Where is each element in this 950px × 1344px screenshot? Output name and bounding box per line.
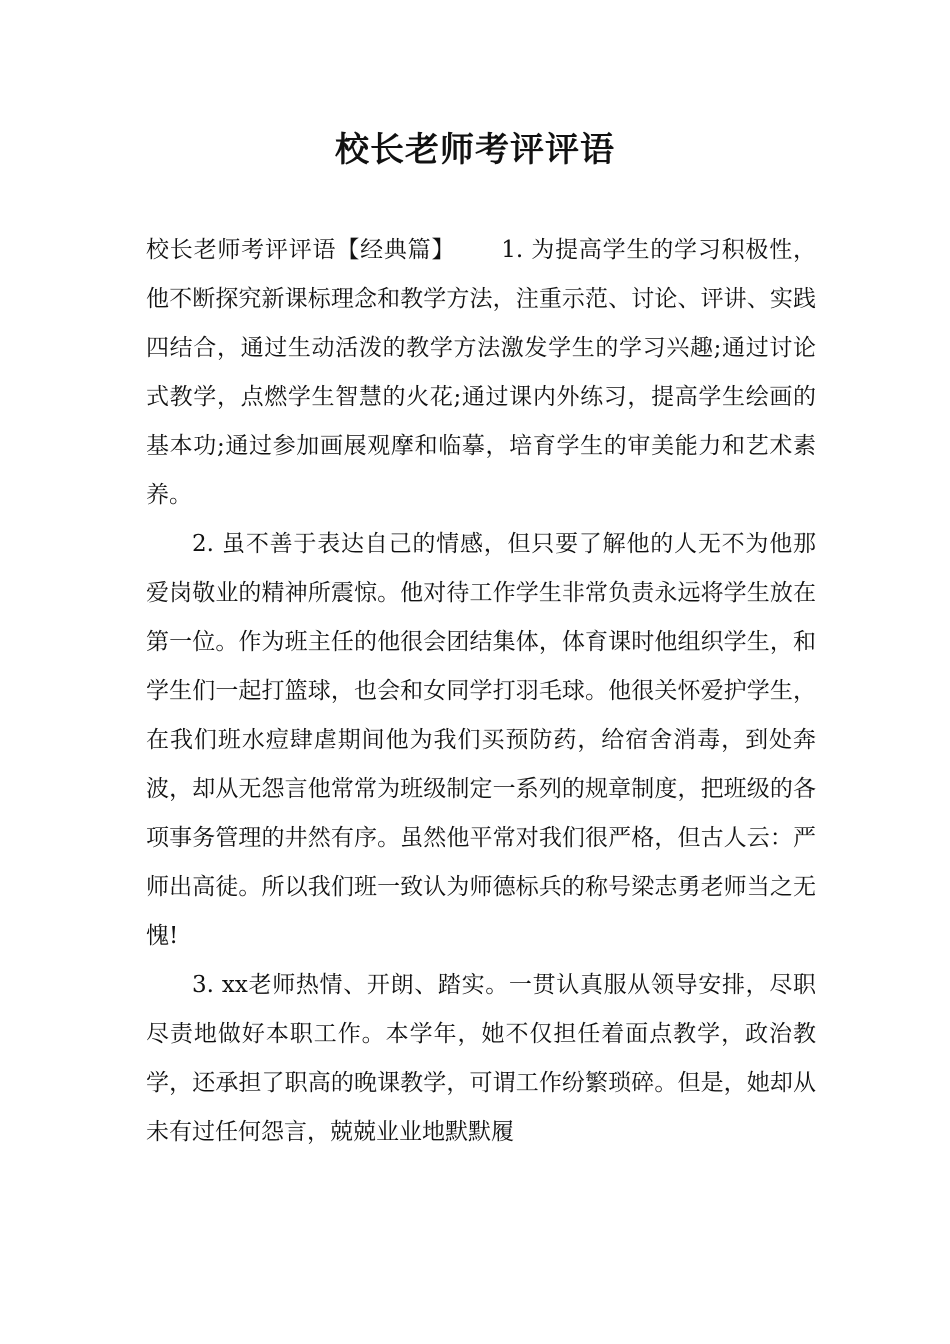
paragraph-1 [146, 226, 816, 520]
paragraph-1-lead: 校长老师考评评语【经典篇】 [146, 237, 456, 263]
document-title: 校长老师考评评语 [335, 130, 615, 170]
paragraph-1-text: 1. 为提高学生的学习积极性，他不断探究新课标理念和教学方法，注重示范、讨论、评讲、实践四结合，通过生动活泼的教学方法激发学生的学习兴趣;通过讨论式教学，点燃学生智慧的火花;通过课内外练习，提高学生绘画的基本功;通过参加画展观摩和临摹，培育学生的审美能力和艺术素养。 [146, 237, 816, 508]
paragraph-2: 2. 虽不善于表达自己的情感，但只要了解他的人无不为他那爱岗敬业的精神所震惊。他对待工作学生非常负责永远将学生放在第一位。作为班主任的他很会团结集体，体育课时他组织学生，和学生们一起打篮球，也会和女同学打羽毛球。他很关怀爱护学生，在我们班水痘肆虐期间他为我们买预防药，给宿舍消毒，到处奔波，却从无怨言他常常为班级制定一系列的规章制度，把班级的各项事务管理的井然有序。虽然他平常对我们很严格，但古人云：严师出高徒。所以我们班一致认为师德标兵的称号梁志勇老师当之无愧! [146, 531, 816, 949]
document-body [146, 226, 816, 1157]
paragraph-3: 3. xx老师热情、开朗、踏实。一贯认真服从领导安排，尽职尽责地做好本职工作。本学年，她不仅担任着面点教学，政治教学，还承担了职高的晚课教学，可谓工作纷繁琐碎。但是，她却从未有过任何怨言，兢兢业业地默默履 [146, 972, 816, 1145]
